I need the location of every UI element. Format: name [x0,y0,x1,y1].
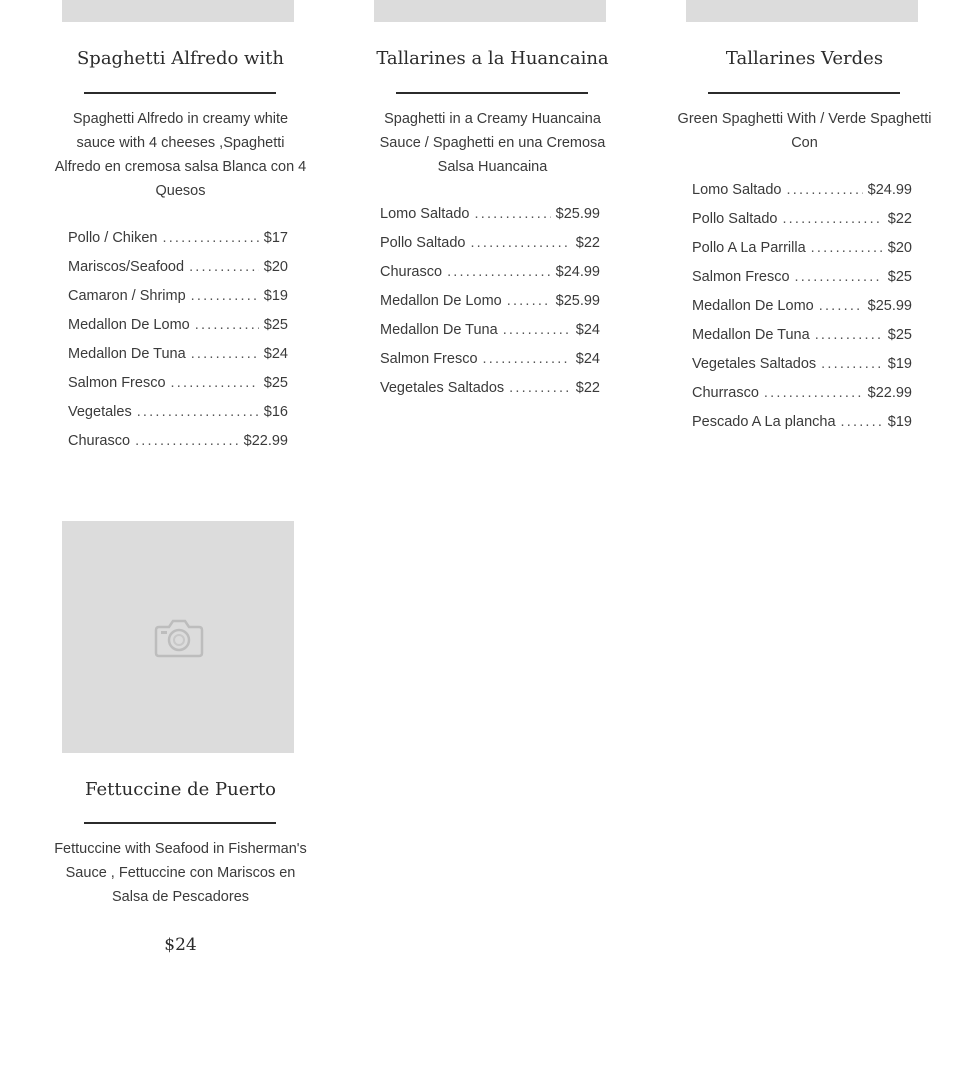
price-row [380,316,600,345]
price-row [692,321,912,350]
dish-price: $24 [164,935,197,955]
item-price: $25.99 [555,206,600,222]
title-divider [396,92,588,94]
price-row [68,427,288,456]
leader-dots [782,205,882,234]
item-name: Medallon De Tuna [68,346,186,362]
leader-dots [819,292,863,321]
price-row [380,374,600,403]
dish-title: Tallarines a la Huancaina [376,48,609,69]
item-name: Salmon Fresco [692,269,790,285]
camera-icon [154,617,204,659]
leader-dots [470,229,570,258]
dish-image-placeholder[interactable] [374,0,606,22]
title-divider [84,92,276,94]
item-name: Pollo Saltado [692,211,778,227]
price-row [380,200,600,229]
item-price: $25 [263,317,288,333]
dish-title: Tallarines Verdes [725,48,884,69]
item-price: $25 [263,375,288,391]
item-name: Churasco [68,433,131,449]
leader-dots [786,176,862,205]
leader-dots [795,263,883,292]
leader-dots [815,321,883,350]
item-price: $22 [575,235,600,251]
leader-dots [189,253,259,282]
item-name: Medallon De Lomo [692,298,814,314]
item-name: Churasco [380,264,443,280]
item-name: Vegetales Saltados [692,356,817,372]
leader-dots [509,374,571,403]
dish-description: Fettuccine with Seafood in Fisherman's Sauce , Fettuccine con Mariscos en Salsa de Pescadores [54,841,307,905]
price-row [692,263,912,292]
price-row [692,408,912,437]
item-price: $20 [887,240,912,256]
item-price: $22 [887,211,912,227]
item-name: Medallon De Lomo [68,317,190,333]
item-name: Medallon De Lomo [380,293,502,309]
dish-description: Spaghetti in a Creamy Huancaina Sauce / Spaghetti en una Cremosa Salsa Huancaina [379,111,606,175]
item-name: Vegetales Saltados [380,380,505,396]
leader-dots [191,340,259,369]
item-name: Medallon De Tuna [692,327,810,343]
item-price: $19 [887,356,912,372]
item-price: $24 [263,346,288,362]
price-list [68,224,288,456]
item-price: $24.99 [867,182,912,198]
leader-dots [483,345,571,374]
leader-dots [135,427,239,456]
leader-dots [447,258,551,287]
item-price: $17 [263,230,288,246]
price-row [380,287,600,316]
leader-dots [507,287,551,316]
price-row [68,369,288,398]
item-price: $25 [887,327,912,343]
leader-dots [811,234,883,263]
leader-dots [137,398,259,427]
item-price: $24 [575,322,600,338]
item-price: $19 [887,414,912,430]
item-price: $25.99 [867,298,912,314]
item-name: Pollo Saltado [380,235,466,251]
price-row [380,258,600,287]
item-price: $24.99 [555,264,600,280]
dish-description: Green Spaghetti With / Verde Spaghetti Con [677,111,932,151]
title-divider [84,822,276,824]
item-name: Medallon De Tuna [380,322,498,338]
dish-title: Spaghetti Alfredo with [76,48,285,69]
dish-image-placeholder[interactable] [62,0,294,22]
price-list [692,176,912,437]
price-row [380,345,600,374]
item-name: Pollo / Chiken [68,230,158,246]
price-row [692,176,912,205]
item-name: Churrasco [692,385,759,401]
item-price: $19 [263,288,288,304]
price-row [380,229,600,258]
dish-description: Spaghetti Alfredo in creamy white sauce with 4 cheeses ,Spaghetti Alfredo en cremosa salsa Blanca con 4 Quesos [54,111,307,199]
item-name: Vegetales [68,404,132,420]
price-row [68,224,288,253]
leader-dots [191,282,259,311]
item-name: Pescado A La plancha [692,414,836,430]
price-row [692,350,912,379]
leader-dots [195,311,259,340]
dish-title: Fettuccine de Puerto [84,779,277,800]
leader-dots [821,350,883,379]
leader-dots [474,200,550,229]
item-price: $24 [575,351,600,367]
price-list [380,200,600,403]
leader-dots [503,316,571,345]
leader-dots [764,379,863,408]
leader-dots [171,369,259,398]
item-name: Salmon Fresco [380,351,478,367]
price-row [68,398,288,427]
item-price: $16 [263,404,288,420]
item-price: $22 [575,380,600,396]
item-name: Salmon Fresco [68,375,166,391]
title-divider [708,92,900,94]
item-name: Camaron / Shrimp [68,288,186,304]
leader-dots [162,224,258,253]
price-row [68,340,288,369]
price-row [692,234,912,263]
item-price: $22.99 [867,385,912,401]
price-row [692,379,912,408]
item-price: $25.99 [555,293,600,309]
price-row [68,253,288,282]
item-price: $25 [887,269,912,285]
price-row [68,282,288,311]
leader-dots [841,408,883,437]
price-row [692,205,912,234]
item-price: $20 [263,259,288,275]
item-name: Mariscos/Seafood [68,259,185,275]
price-row [692,292,912,321]
item-price: $22.99 [243,433,288,449]
price-row [68,311,288,340]
item-name: Lomo Saltado [380,206,470,222]
dish-image-placeholder[interactable] [686,0,918,22]
item-name: Pollo A La Parrilla [692,240,806,256]
dish-image-placeholder[interactable] [62,521,294,753]
item-name: Lomo Saltado [692,182,782,198]
